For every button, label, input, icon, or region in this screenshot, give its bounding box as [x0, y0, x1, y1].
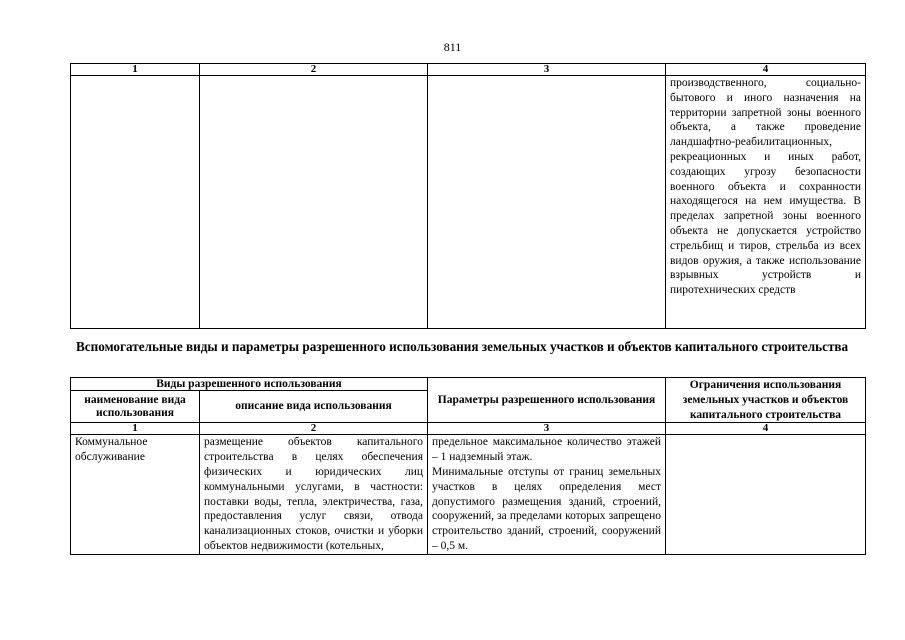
- column-number: 2: [200, 64, 428, 76]
- parameter-setbacks: Минимальные отступы от границ земельных участков в целях определения мест допустимого размещения зданий, строений, сооружений, за пределами которых запрещено строительство зданий, строений, сооружений – 0,5 м.: [432, 465, 661, 552]
- use-parameters: [428, 435, 666, 554]
- restrictions-header: Ограничения использования земельных участков и объектов капитального строительства: [666, 378, 866, 423]
- name-header: наименование вида использования: [71, 391, 200, 423]
- parameter-floors: предельное максимальное количество этажей – 1 надземный этаж.: [432, 436, 661, 464]
- column-number: 2: [200, 423, 428, 435]
- use-description: размещение объектов капитального строительства в целях обеспечения физических и юридических лиц коммунальными услугами, в частности: поставки воды, тепла, электричества, газа, предоставления услуг связи, отвода канализационных стоков, очистки и уборки объектов недвижимости (котельных,: [200, 435, 428, 554]
- header-row: [71, 378, 866, 391]
- table-cell-empty: [428, 76, 666, 329]
- column-number: 3: [428, 423, 666, 435]
- description-header: описание вида использования: [200, 391, 428, 423]
- continuation-table: [70, 63, 866, 329]
- auxiliary-uses-table: [70, 377, 866, 555]
- column-number: 4: [666, 423, 866, 435]
- column-number: 3: [428, 64, 666, 76]
- table-row: [71, 76, 866, 329]
- column-number: 1: [71, 423, 200, 435]
- column-number: 1: [71, 64, 200, 76]
- restrictions-text: производственного, социально-бытового и иного назначения на территории запретной зоны военного объекта, а также проведение ландшафтно-реабилитационных, рекреационных и иных работ, создающих угрозу безопасности военного объекта и сохранности находящегося на нем имущества. В пределах запретной зоны военного объекта не допускается устройство стрельбищ и тиров, стрельба из всех видов оружия, а также использование взрывных устройств и пиротехнических средств: [666, 76, 866, 329]
- table-cell-empty: [200, 76, 428, 329]
- table-cell-empty: [71, 76, 200, 329]
- column-number: 4: [666, 64, 866, 76]
- params-header: Параметры разрешенного использования: [428, 378, 666, 423]
- group-header: Виды разрешенного использования: [71, 378, 428, 391]
- use-restrictions: [666, 435, 866, 554]
- column-number-row: [71, 423, 866, 435]
- page-number: 811: [443, 40, 462, 54]
- section-heading: Вспомогательные виды и параметры разрешенного использования земельных участков и объектов капитального строительства: [76, 339, 849, 354]
- use-name: Коммунальное обслуживание: [71, 435, 200, 554]
- table-row: [71, 435, 866, 554]
- column-number-row: [71, 64, 866, 76]
